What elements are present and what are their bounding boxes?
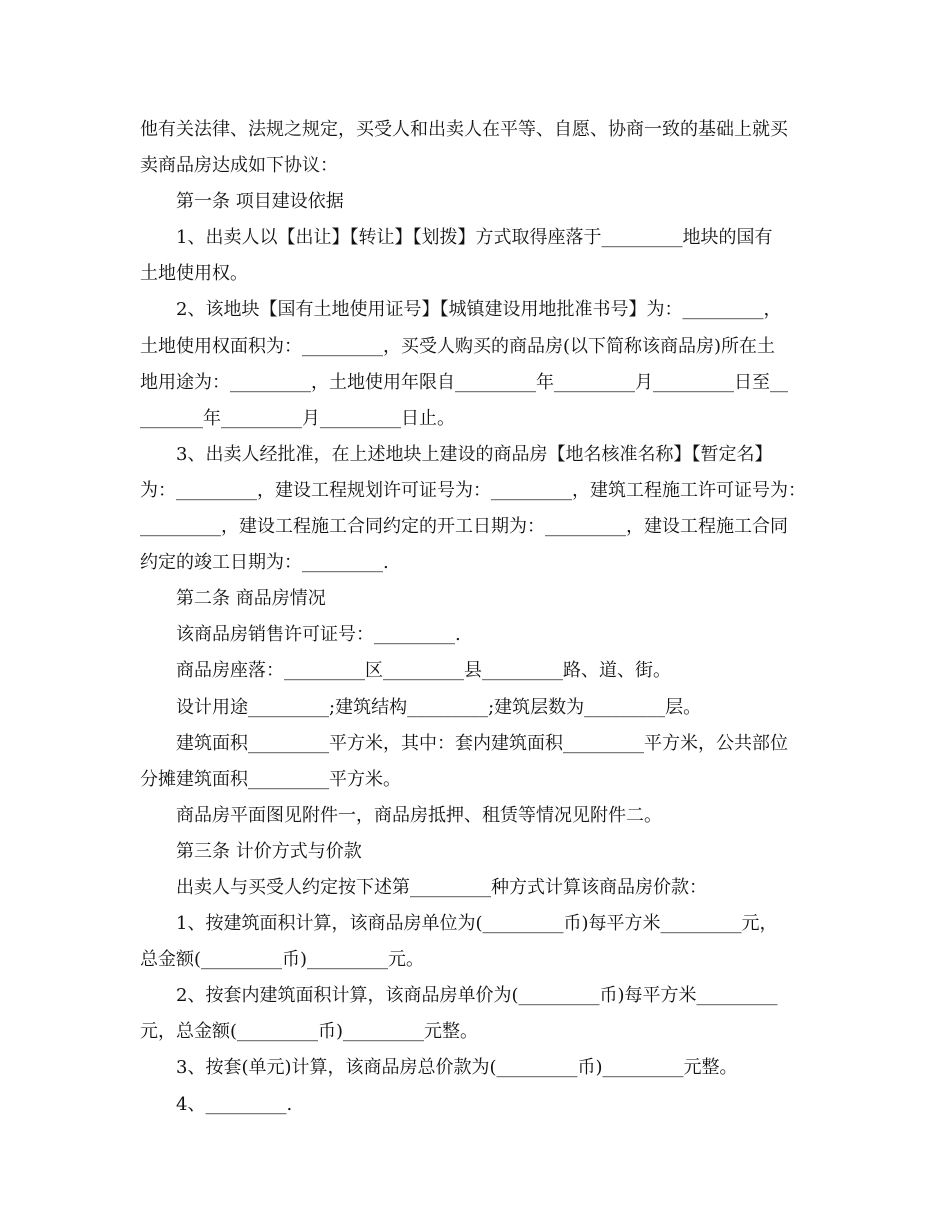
text-line: _______年_________月_________日止。 xyxy=(140,407,455,429)
text-line: 第一条 项目建设依据 xyxy=(176,191,344,213)
text-line: 他有关法律、法规之规定，买受人和出卖人在平等、自愿、协商一致的基础上就买 xyxy=(140,119,788,140)
text-line: 4、_________. xyxy=(176,1093,293,1115)
text-line: 1、出卖人以【出让】【转让】【划拨】方式取得座落于_________地块的国有 xyxy=(176,227,773,249)
text-line: _________，建设工程施工合同约定的开工日期为：_________，建设工程施工合同 xyxy=(140,516,788,538)
text-line: 卖商品房达成如下协议： xyxy=(140,155,338,177)
text-line: 元，总金额(_________币)_________元整。 xyxy=(140,1021,479,1043)
text-line: 总金额(_________币)_________元。 xyxy=(140,949,425,971)
document-body xyxy=(140,112,820,1123)
text-line: 土地使用权。 xyxy=(140,263,248,285)
text-line: 建筑面积_________平方米，其中：套内建筑面积_________平方米，公共部位 xyxy=(176,732,788,754)
text-line: 地用途为：_________，土地使用年限自_________年_________月_________日至__ xyxy=(140,371,788,393)
text-line: 分摊建筑面积_________平方米。 xyxy=(140,768,401,790)
text-line: 第二条 商品房情况 xyxy=(176,588,326,610)
text-line: 土地使用权面积为：_________，买受人购买的商品房(以下简称该商品房)所在土 xyxy=(140,335,776,357)
text-line: 3、按套(单元)计算，该商品房总价款为(_________币)_________元整。 xyxy=(176,1057,738,1079)
text-line: 约定的竣工日期为：_________. xyxy=(140,552,389,574)
text-line: 3、出卖人经批准，在上述地块上建设的商品房【地名核准名称】【暂定名】 xyxy=(176,443,773,465)
text-line: 2、按套内建筑面积计算，该商品房单价为(_________币)每平方米_________ xyxy=(176,985,778,1007)
text-line: 为：_________，建设工程规划许可证号为：_________，建筑工程施工许可证号为： xyxy=(140,479,806,501)
text-line: 2、该地块【国有土地使用证号】【城镇建设用地批准书号】为：_________， xyxy=(176,299,782,321)
text-line: 出卖人与买受人约定按下述第_________种方式计算该商品房价款： xyxy=(176,876,707,898)
text-line: 第三条 计价方式与价款 xyxy=(176,840,362,862)
text-line: 设计用途_________;建筑结构_________;建筑层数为_________层。 xyxy=(176,696,702,718)
text-line: 1、按建筑面积计算，该商品房单位为(_________币)每平方米_________元， xyxy=(176,913,778,935)
text-line: 该商品房销售许可证号：_________. xyxy=(176,624,461,646)
text-line: 商品房座落：_________区_________县_________路、道、街。 xyxy=(176,660,671,682)
text-line: 商品房平面图见附件一，商品房抵押、租赁等情况见附件二。 xyxy=(176,804,662,826)
